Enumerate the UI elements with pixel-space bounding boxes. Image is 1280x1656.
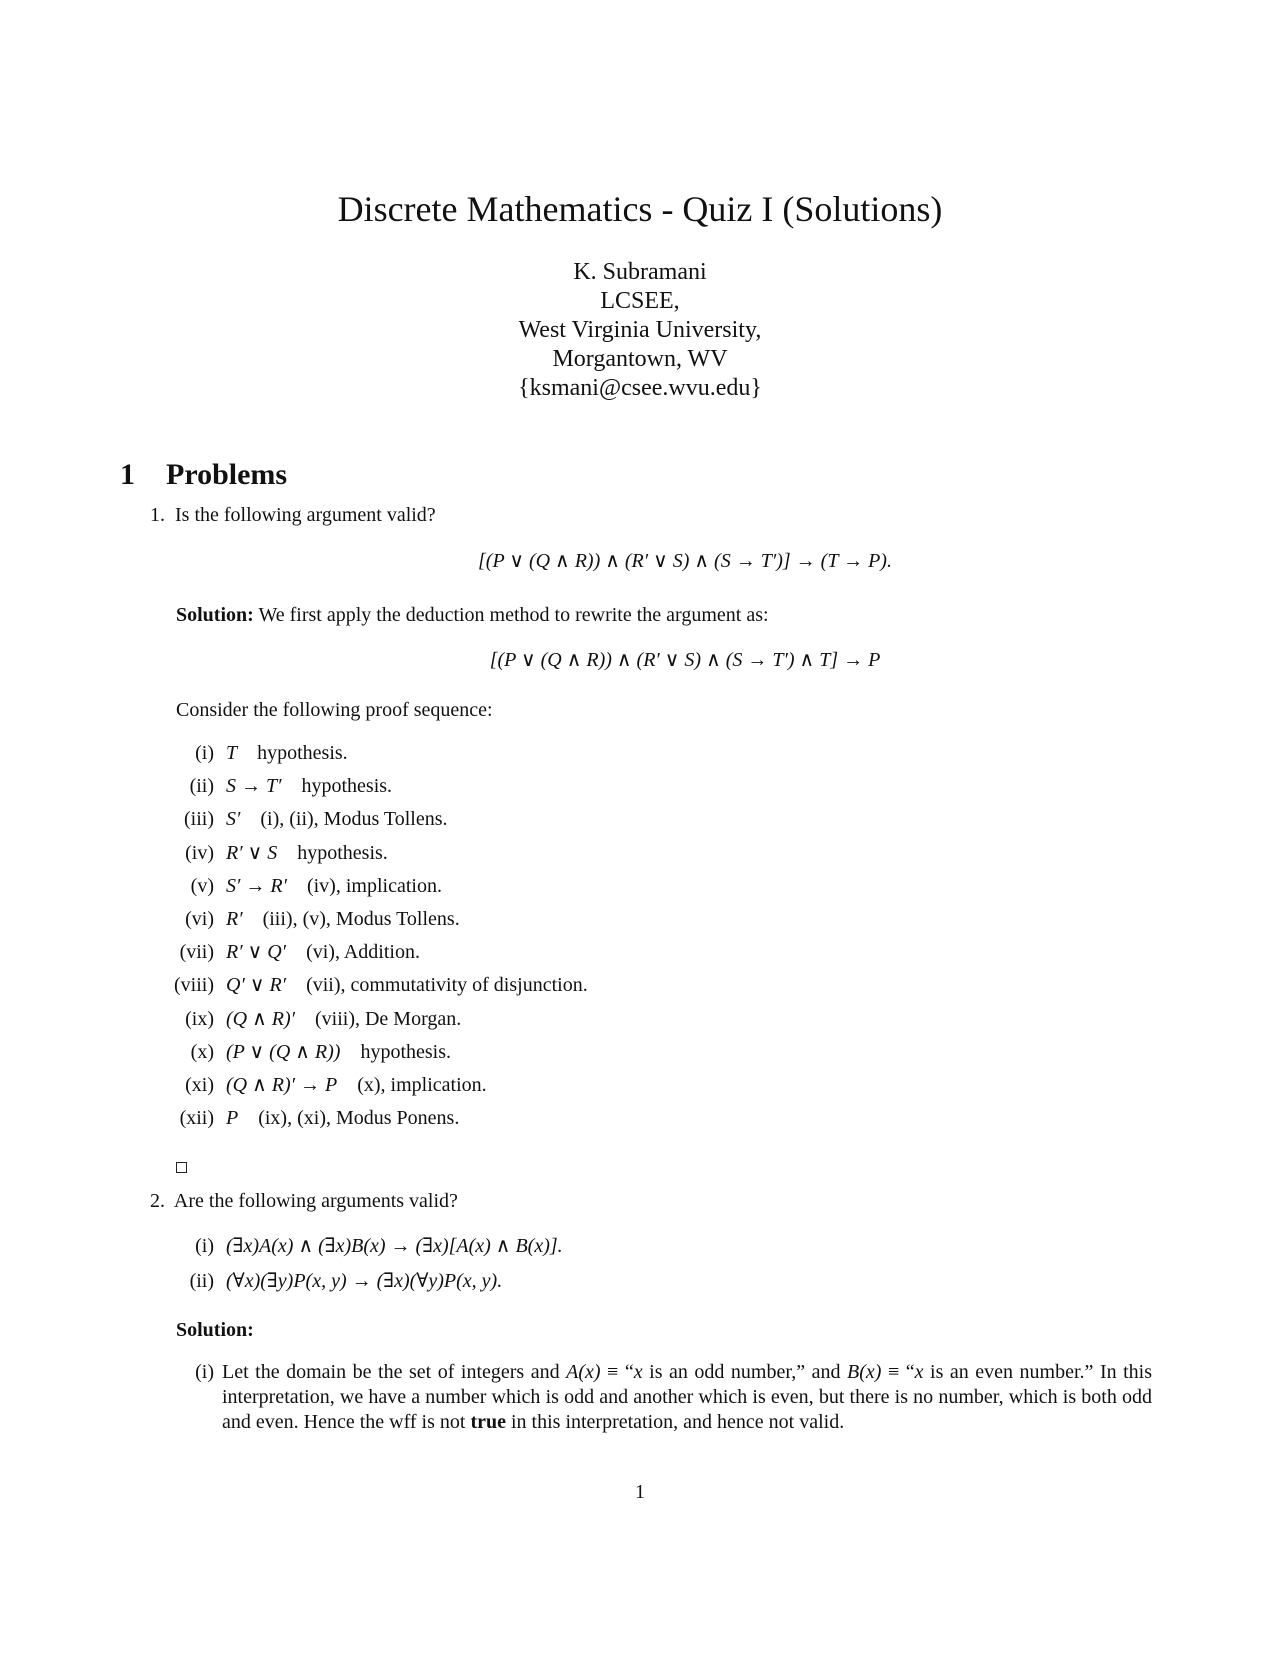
step-label: (xii) — [179, 1107, 214, 1130]
problem-2-number: 2. — [150, 1190, 165, 1212]
problem-2-arguments — [150, 1234, 583, 1304]
step-reason: hypothesis. — [360, 1040, 451, 1063]
problem-1-formula-text: [(P ∨ (Q ∧ R)) ∧ (R′ ∨ S) ∧ (S → T′)] → (T → P). — [478, 550, 892, 572]
step-reason: hypothesis. — [297, 841, 388, 864]
author-university: West Virginia University, — [518, 317, 762, 343]
problem-1-question-text: Is the following argument valid? — [175, 504, 436, 526]
proof-step — [150, 807, 588, 840]
step-expression: S → T′ — [226, 775, 282, 798]
proof-step — [150, 1040, 588, 1073]
problem-1-question — [150, 503, 436, 527]
step-expression: P — [226, 1107, 239, 1130]
step-label: (x) — [190, 1040, 214, 1063]
problem-1-number: 1. — [150, 504, 165, 526]
step-label: (v) — [190, 874, 214, 897]
solution-item-text — [222, 1360, 1152, 1435]
text-run: Let the domain be the set of integers and — [222, 1361, 567, 1383]
math-run: x — [914, 1361, 924, 1383]
qed-square-icon — [176, 1162, 187, 1173]
step-expression: R′ ∨ Q′ — [226, 941, 287, 964]
solution-label: Solution: — [176, 604, 254, 626]
step-expression: (Q ∧ R)′ → P — [226, 1073, 338, 1096]
step-label: (vi) — [185, 907, 214, 930]
argument-item — [150, 1269, 583, 1304]
author-department: LCSEE, — [600, 288, 680, 314]
step-reason: (vii), commutativity of disjunction. — [306, 974, 588, 997]
proof-step — [150, 1073, 588, 1106]
step-label: (ii) — [189, 775, 214, 798]
proof-sequence — [150, 741, 588, 1139]
section-number: 1 — [120, 458, 135, 491]
problem-2-solution-label — [176, 1318, 254, 1342]
problem-2-question-text: Are the following arguments valid? — [173, 1190, 458, 1212]
proof-step — [150, 907, 588, 940]
math-run: A(x) — [566, 1361, 601, 1383]
step-expression: (P ∨ (Q ∧ R)) — [226, 1040, 341, 1063]
step-label: (viii) — [174, 974, 214, 997]
step-expression: Q′ ∨ R′ — [226, 974, 287, 997]
proof-step — [150, 841, 588, 874]
proof-step — [150, 1106, 588, 1139]
problem-1-formula — [0, 549, 1280, 573]
bold-run: true — [470, 1411, 506, 1433]
step-label: (iv) — [185, 841, 214, 864]
author-block — [0, 258, 1280, 403]
solution-item-label: (i) — [195, 1361, 214, 1383]
step-expression: S′ — [226, 808, 241, 831]
text-run: is an odd number,” and — [642, 1361, 847, 1383]
step-reason: (vi), Addition. — [306, 941, 420, 964]
problem-1-solution-intro — [176, 603, 769, 627]
problem-2-question — [150, 1189, 458, 1213]
argument-expression: (∀x)(∃y)P(x, y) → (∃x)(∀y)P(x, y). — [226, 1270, 503, 1292]
document-title: Discrete Mathematics - Quiz I (Solutions) — [337, 189, 943, 229]
author-name: K. Subramani — [573, 259, 707, 285]
step-label: (xi) — [185, 1073, 214, 1096]
section-title: Problems — [166, 458, 288, 491]
text-run: is an even number.” In this interpretation, we have a number which is odd and another which is even, but there is no number, which is both odd and even. Hence the wff is not — [222, 1361, 1153, 1433]
step-reason: (ix), (xi), Modus Ponens. — [258, 1107, 460, 1130]
proof-step — [150, 874, 588, 907]
proof-step — [150, 973, 588, 1006]
step-label: (i) — [195, 742, 214, 764]
math-run: x — [633, 1361, 643, 1383]
solution-item — [150, 1360, 1152, 1435]
proof-step — [150, 774, 588, 807]
step-expression: T — [226, 742, 238, 764]
author-city: Morgantown, WV — [552, 346, 728, 372]
text-run: in this interpretation, and hence not valid. — [505, 1411, 845, 1433]
argument-item — [150, 1234, 583, 1269]
argument-expression: (∃x)A(x) ∧ (∃x)B(x) → (∃x)[A(x) ∧ B(x)]. — [226, 1235, 563, 1257]
argument-label: (i) — [195, 1235, 214, 1257]
rewritten-formula-text: [(P ∨ (Q ∧ R)) ∧ (R′ ∨ S) ∧ (S → T′) ∧ T] → P — [489, 649, 881, 671]
problem-2-solutions — [150, 1360, 1152, 1435]
math-run: B(x) — [847, 1361, 882, 1383]
proof-step — [150, 1007, 588, 1040]
proof-step — [150, 741, 588, 774]
step-expression: R′ — [226, 907, 243, 930]
step-reason: hypothesis. — [301, 775, 393, 798]
text-run: ≡ “ — [600, 1361, 634, 1383]
solution-text: We first apply the deduction method to rewrite the argument as: — [258, 604, 769, 626]
step-expression: R′ ∨ S — [226, 841, 278, 864]
argument-label: (ii) — [189, 1270, 214, 1292]
proof-step — [150, 940, 588, 973]
step-reason: hypothesis. — [257, 742, 348, 764]
text-run: ≡ “ — [881, 1361, 915, 1383]
proof-intro: Consider the following proof sequence: — [176, 699, 493, 721]
step-label: (ix) — [185, 1007, 214, 1030]
problem-1-rewritten-formula — [0, 648, 1280, 672]
step-reason: (x), implication. — [357, 1073, 487, 1096]
step-expression: (Q ∧ R)′ — [226, 1007, 295, 1030]
page-number: 1 — [635, 1481, 645, 1503]
step-reason: (i), (ii), Modus Tollens. — [260, 808, 448, 831]
section-heading — [120, 457, 287, 493]
step-reason: (viii), De Morgan. — [315, 1007, 462, 1030]
author-email: {ksmani@csee.wvu.edu} — [518, 375, 762, 401]
step-reason: (iii), (v), Modus Tollens. — [262, 907, 460, 930]
step-expression: S′ → R′ — [226, 874, 287, 897]
solution-label: Solution: — [176, 1319, 254, 1341]
step-label: (vii) — [179, 941, 214, 964]
step-label: (iii) — [184, 808, 214, 831]
step-reason: (iv), implication. — [306, 874, 442, 897]
